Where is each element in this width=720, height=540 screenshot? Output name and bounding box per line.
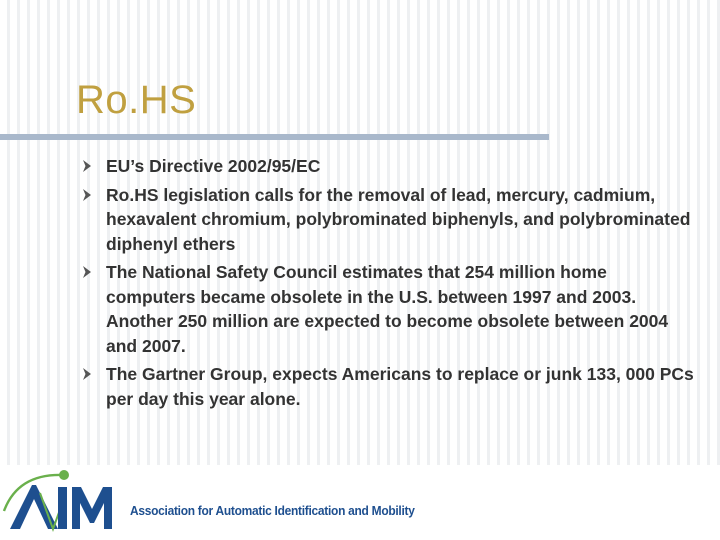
bullet-text: EU’s Directive 2002/95/EC bbox=[106, 156, 321, 176]
slide-title: Ro.HS bbox=[76, 78, 197, 122]
bullet-text: Ro.HS legislation calls for the removal of lead, mercury, cadmium, hexavalent chromium, polybrominated biphenyls, and polybrominated diphenyl ethers bbox=[106, 184, 691, 254]
title-rule bbox=[0, 134, 549, 140]
bullet-item bbox=[80, 260, 700, 358]
association-name: Association for Automatic Identification and Mobility bbox=[130, 503, 415, 518]
bullet-item bbox=[80, 183, 700, 257]
arrow-bullet-icon bbox=[80, 260, 94, 284]
arrow-bullet-icon bbox=[80, 154, 94, 178]
bullet-text: The Gartner Group, expects Americans to replace or junk 133, 000 PCs per day this year alone. bbox=[106, 364, 694, 409]
bullet-item bbox=[80, 362, 700, 411]
bullet-item bbox=[80, 154, 700, 179]
arrow-bullet-icon bbox=[80, 362, 94, 386]
arrow-bullet-icon bbox=[80, 183, 94, 207]
bullet-list bbox=[80, 154, 700, 415]
bullet-text: The National Safety Council estimates that 254 million home computers became obsolete in the U.S. between 1997 and 2003. Another 250 million are expected to become obsolete between 2004 and 2007. bbox=[106, 262, 669, 356]
aim-logo-icon bbox=[0, 465, 130, 540]
